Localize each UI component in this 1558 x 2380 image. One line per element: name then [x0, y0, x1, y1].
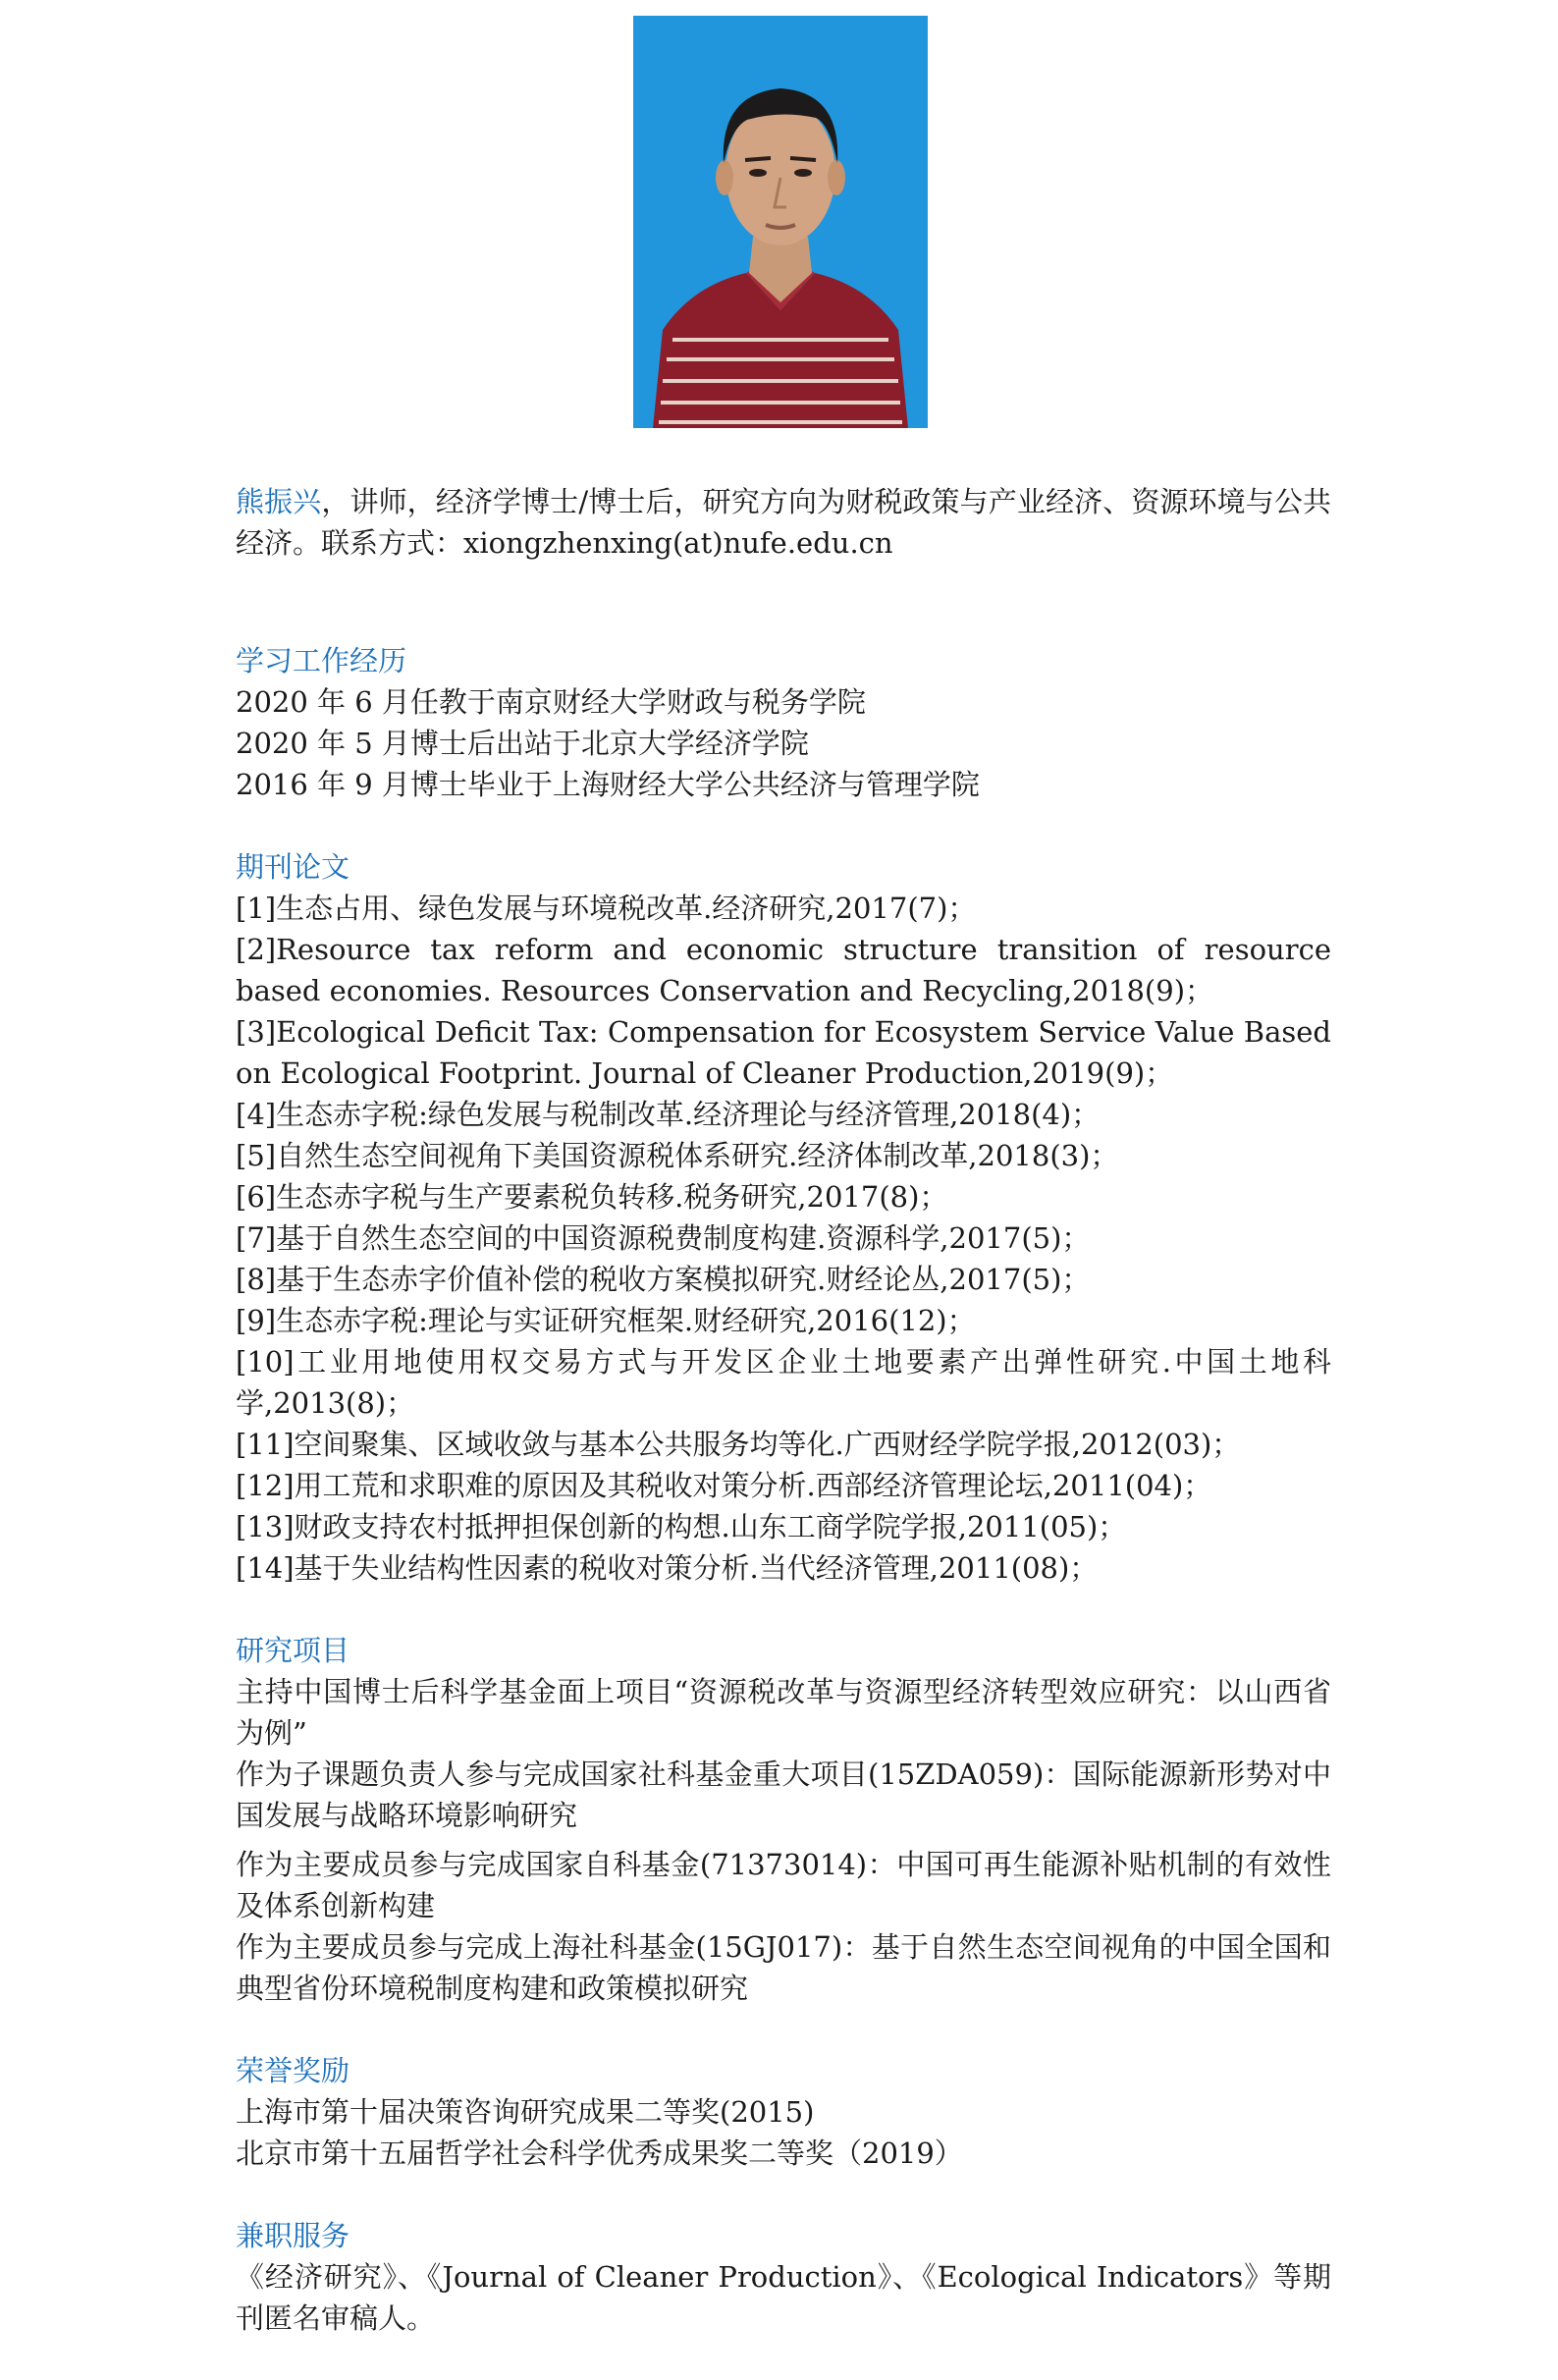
paper-item: [8]基于生态赤字价值补偿的税收方案模拟研究.财经论丛,2017(5)；: [236, 1263, 1091, 1296]
project-item: 主持中国博士后科学基金面上项目“资源税改革与资源型经济转型效应研究：以山西省为例”: [236, 1675, 1331, 1750]
honors-section: [236, 2050, 1331, 2174]
paper-item: [14]基于失业结构性因素的税收对策分析.当代经济管理,2011(08)；: [236, 1551, 1099, 1585]
person-name: 熊振兴: [236, 485, 322, 518]
portrait-illustration: [633, 16, 928, 428]
project-item: 作为主要成员参与完成国家自科基金(71373014)：中国可再生能源补贴机制的有效性及体系创新构建: [236, 1848, 1331, 1922]
section-title-education: 学习工作经历: [236, 644, 407, 677]
section-title-projects: 研究项目: [236, 1634, 350, 1667]
intro-text: ，讲师，经济学博士/博士后，研究方向为财税政策与产业经济、资源环境与公共经济。联系方式：xiongzhenxing(at)nufe.edu.cn: [236, 485, 1331, 560]
paper-item: [4]生态赤字税:绿色发展与税制改革.经济理论与经济管理,2018(4)；: [236, 1098, 1101, 1131]
paper-item: [6]生态赤字税与生产要素税负转移.税务研究,2017(8)；: [236, 1180, 948, 1214]
education-item: 2020 年 6 月任教于南京财经大学财政与税务学院: [236, 685, 866, 719]
section-title-honors: 荣誉奖励: [236, 2054, 350, 2087]
paper-item: [3]Ecological Deficit Tax: Compensation for Ecosystem Service Value Based on Ecological Footprint. Journal of Cleaner Production,2019(9)；: [236, 1015, 1331, 1090]
paper-item: [1]生态占用、绿色发展与环境税改革.经济研究,2017(7)；: [236, 892, 977, 925]
paper-item: [9]生态赤字税:理论与实证研究框架.财经研究,2016(12)；: [236, 1304, 976, 1337]
education-section: [236, 640, 1331, 805]
intro-paragraph: [236, 481, 1331, 564]
paper-item: [5]自然生态空间视角下美国资源税体系研究.经济体制改革,2018(3)；: [236, 1139, 1119, 1172]
honor-item: 上海市第十届决策咨询研究成果二等奖(2015): [236, 2095, 815, 2129]
profile-content: [236, 481, 1331, 2380]
paper-item: [11]空间聚集、区域收敛与基本公共服务均等化.广西财经学院学报,2012(03)；: [236, 1428, 1241, 1461]
education-item: 2016 年 9 月博士毕业于上海财经大学公共经济与管理学院: [236, 768, 980, 801]
paper-item: [12]用工荒和求职难的原因及其税收对策分析.西部经济管理论坛,2011(04)；: [236, 1469, 1212, 1502]
portrait-photo: [633, 16, 928, 428]
project-item: 作为主要成员参与完成上海社科基金(15GJ017)：基于自然生态空间视角的中国全国和典型省份环境税制度构建和政策模拟研究: [236, 1930, 1331, 2005]
projects-section: [236, 1630, 1331, 2009]
service-text: 《经济研究》、《Journal of Cleaner Production》、《Ecological Indicators》等期刊匿名审稿人。: [236, 2260, 1331, 2335]
papers-section: [236, 846, 1331, 1589]
project-item: 作为子课题负责人参与完成国家社科基金重大项目(15ZDA059)：国际能源新形势对中国发展与战略环境影响研究: [236, 1758, 1331, 1832]
service-section: [236, 2215, 1331, 2339]
paper-item: [2]Resource tax reform and economic structure transition of resource based economies. Resources Conservation and Recycling,2018(9)；: [236, 933, 1331, 1007]
section-title-papers: 期刊论文: [236, 850, 350, 884]
education-item: 2020 年 5 月博士后出站于北京大学经济学院: [236, 727, 809, 760]
honor-item: 北京市第十五届哲学社会科学优秀成果奖二等奖（2019）: [236, 2137, 963, 2170]
profile-page: [236, 0, 1331, 2335]
paper-item: [13]财政支持农村抵押担保创新的构想.山东工商学院学报,2011(05)；: [236, 1510, 1127, 1543]
section-title-service: 兼职服务: [236, 2219, 350, 2252]
paper-item: [10]工业用地使用权交易方式与开发区企业土地要素产出弹性研究.中国土地科学,2013(8)；: [236, 1345, 1331, 1420]
paper-item: [7]基于自然生态空间的中国资源税费制度构建.资源科学,2017(5)；: [236, 1221, 1091, 1255]
